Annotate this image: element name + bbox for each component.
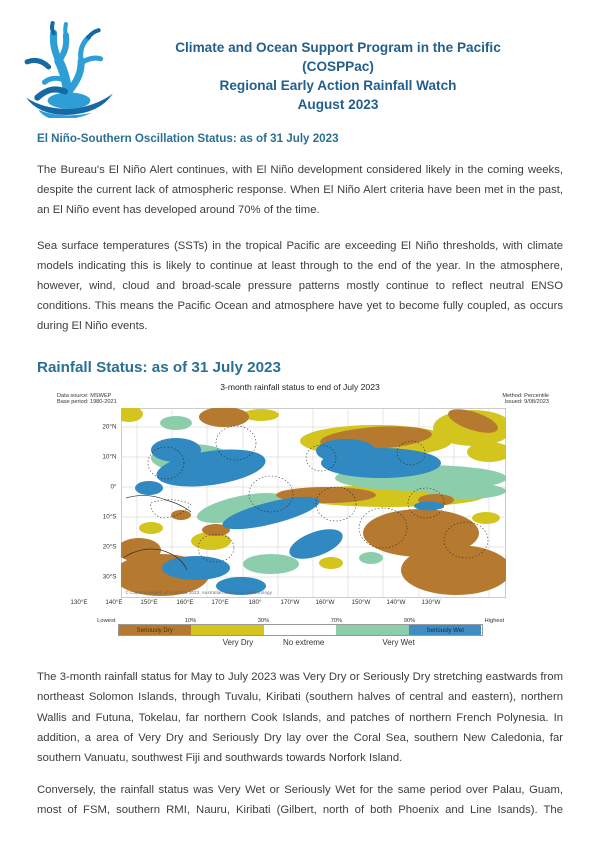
map-legend <box>97 617 505 649</box>
map-method: Method: Percentile <box>502 392 549 399</box>
legend-very-wet-label: Very Wet <box>382 638 415 648</box>
legend-highest-label: Highest <box>484 618 505 625</box>
legend-seriously-dry-swatch: Seriously Dry <box>119 625 192 635</box>
legend-tick: 90% <box>403 618 416 625</box>
map-plot-area <box>121 408 506 598</box>
legend-very-dry-swatch <box>191 625 264 635</box>
x-axis-tick: 160°W <box>315 599 335 607</box>
map-y-axis <box>95 408 121 598</box>
report-title-line-1: Climate and Ocean Support Program in the Pacific <box>175 40 501 55</box>
map-copyright-note: © Commonwealth of Australia 2023, Australian Bureau of Meteorology <box>125 590 273 596</box>
map-source-note <box>57 393 117 407</box>
rainfall-map <box>95 408 506 598</box>
legend-very-wet-swatch <box>336 625 409 635</box>
map-base-period: Base period: 1980-2021 <box>57 399 117 406</box>
legend-no-extreme-label: No extreme <box>282 638 325 648</box>
map-method-note <box>502 393 549 407</box>
legend-no-extreme-swatch <box>264 625 337 635</box>
cosppac-coral-logo-icon <box>17 20 121 118</box>
map-metadata <box>57 393 549 407</box>
report-title-line-4: August 2023 <box>297 97 379 112</box>
report-title-line-2: (COSPPac) <box>302 59 374 74</box>
enso-status-heading: El Niño-Southern Oscillation Status: as of 31 July 2023 <box>37 132 339 145</box>
x-axis-tick: 140°E <box>105 599 123 607</box>
x-axis-tick: 130°E <box>70 599 88 607</box>
x-axis-tick: 130°W <box>421 599 441 607</box>
legend-tick: 10% <box>184 618 197 625</box>
legend-tick: 30% <box>257 618 270 625</box>
x-axis-tick: 160°E <box>176 599 194 607</box>
legend-very-dry-label: Very Dry <box>222 638 254 648</box>
legend-lowest-label: Lowest <box>97 618 116 625</box>
map-issued-date: Issued: 9/08/2023 <box>504 399 549 406</box>
rainfall-paragraph-2: Conversely, the rainfall status was Very Wet or Seriously Wet for the same period over Palau, Guam, most of FSM, southern RMI, Nauru, Kiribati (Gilbert, north of both Phoenix and Line Isands). The <box>37 784 563 817</box>
rainfall-map-figure <box>37 382 563 650</box>
legend-percentile-ticks <box>97 617 505 625</box>
legend-seriously-wet-swatch: Seriously Wet <box>409 625 482 635</box>
x-axis-tick: 180° <box>248 599 262 607</box>
y-axis-tick: 20°N <box>102 423 117 431</box>
y-axis-tick: 20°S <box>102 543 117 551</box>
y-axis-tick: 30°S <box>102 573 117 581</box>
x-axis-tick: 170°E <box>211 599 229 607</box>
report-title <box>121 18 563 114</box>
legend-category-labels <box>118 638 483 649</box>
enso-paragraph-2: Sea surface temperatures (SSTs) in the tropical Pacific are exceeding El Niño thresholds, with climate models indicating this is likely to continue at least through to the end of the year. In the atmosphere, however, wind, cloud and broad-scale pressure patterns mostly continue to reflect neutral ENSO conditions. This means the Pacific Ocean and atmosphere have yet to become fully coupled, as occurs during El Niño events. <box>37 239 563 333</box>
report-header <box>37 18 563 118</box>
y-axis-tick: 10°N <box>102 453 117 461</box>
map-data-source: Data source: MSWEP <box>57 392 112 399</box>
legend-tick: 70% <box>330 618 343 625</box>
legend-color-bar <box>118 624 483 636</box>
report-title-line-3: Regional Early Action Rainfall Watch <box>219 78 457 93</box>
rainfall-status-heading: Rainfall Status: as of 31 July 2023 <box>37 358 281 376</box>
y-axis-tick: 10°S <box>102 513 117 521</box>
enso-paragraph-1: The Bureau's El Niño Alert continues, with El Niño development considered likely in the coming weeks, despite the current lack of atmospheric response. When El Niño Alert criteria have been met in the past, an El Niño event has developed around 70% of the time. <box>37 164 563 217</box>
x-axis-tick: 150°E <box>140 599 158 607</box>
y-axis-tick: 0° <box>110 483 117 491</box>
rainfall-status-map-image <box>121 408 506 598</box>
rainfall-paragraph-1: The 3-month rainfall status for May to July 2023 was Very Dry or Seriously Dry stretching eastwards from northeast Solomon Islands, through Tuvalu, Kiribati (southern halves of central and eastern), northern Wallis and Futuna, Tokelau, far northern Cook Islands, and patches of northern French Polynesia. In addition, a area of Very Dry and Seriously Dry lay over the Coral Sea, southern New Caledonia, far southern Vanuatu, southwest Fiji and southwards towards Norfork Island. <box>37 671 563 765</box>
x-axis-tick: 140°W <box>386 599 406 607</box>
map-title: 3-month rainfall status to end of July 2023 <box>220 381 380 392</box>
map-x-axis <box>63 598 448 608</box>
x-axis-tick: 170°W <box>280 599 300 607</box>
x-axis-tick: 150°W <box>351 599 371 607</box>
